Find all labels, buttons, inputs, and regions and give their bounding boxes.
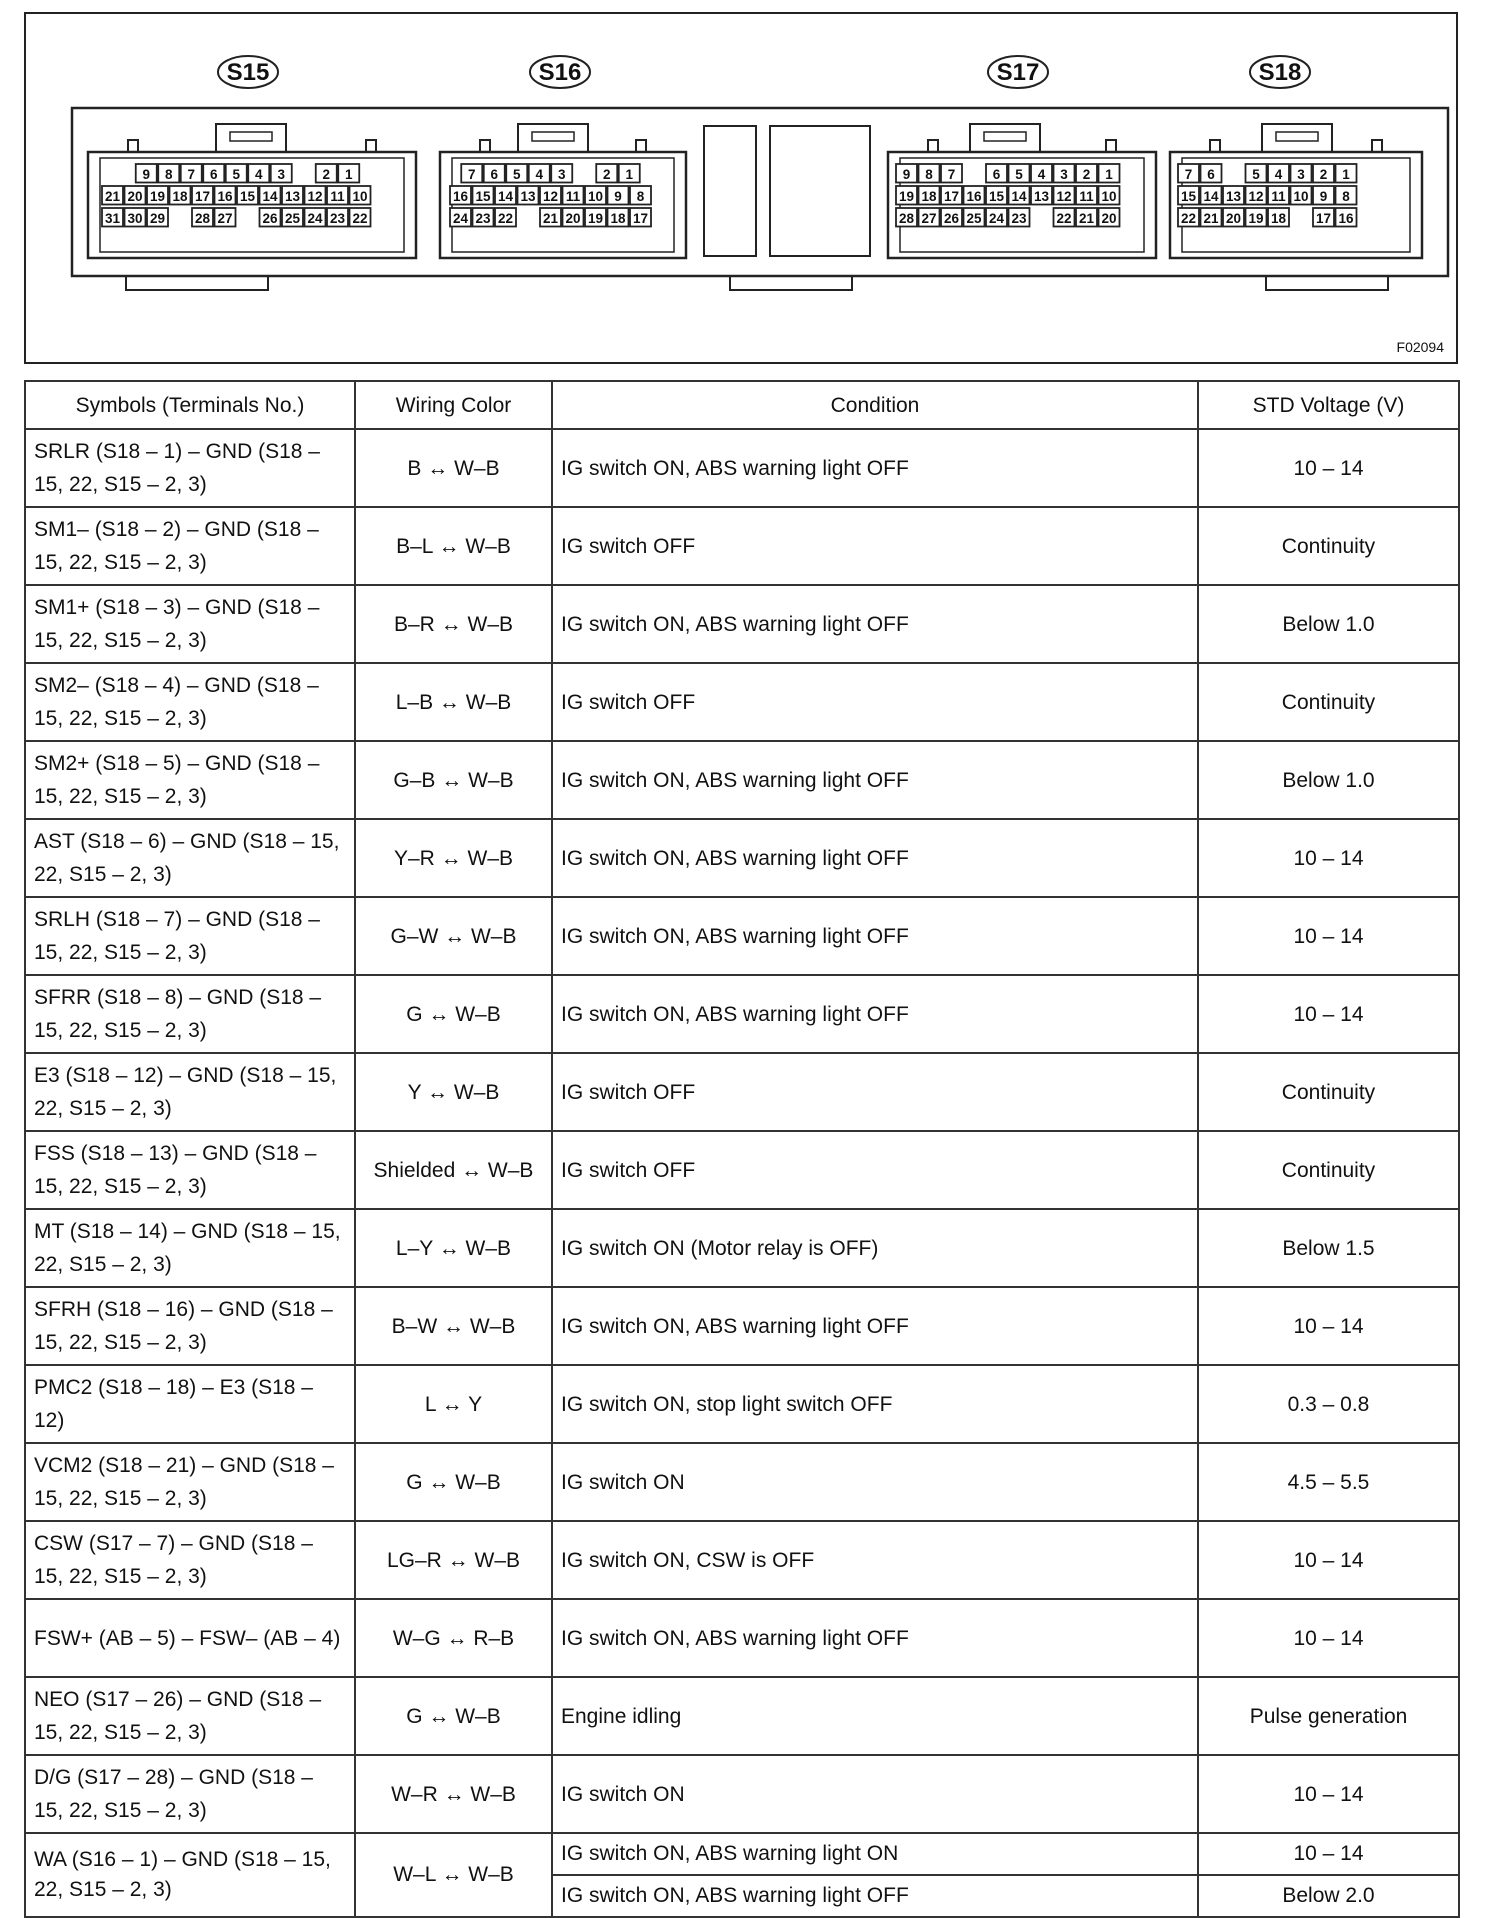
cell-symbol: E3 (S18 – 12) – GND (S18 – 15, 22, S15 – 2, 3) — [25, 1053, 355, 1131]
terminal-number: 12 — [1056, 189, 1072, 204]
table-row — [25, 1599, 1459, 1677]
terminal-number: 7 — [947, 167, 956, 182]
terminal-number: 29 — [149, 211, 166, 226]
terminal-number: 1 — [344, 167, 353, 182]
cell-std-voltage: 10 – 14 — [1198, 975, 1459, 1053]
cell-condition: IG switch ON (Motor relay is OFF) — [552, 1209, 1198, 1287]
cell-symbol: NEO (S17 – 26) – GND (S18 – 15, 22, S15 – 2, 3) — [25, 1677, 355, 1755]
terminal-number: 23 — [475, 211, 491, 226]
cell-wiring-color: G ↔ W–B — [355, 1443, 552, 1521]
terminal-number: 7 — [467, 167, 476, 182]
cell-std-voltage: 10 – 14 — [1198, 897, 1459, 975]
terminal-number: 9 — [1319, 189, 1328, 204]
cell-symbol: WA (S16 – 1) – GND (S18 – 15, 22, S15 – 2, 3) — [25, 1833, 355, 1917]
terminal-number: 19 — [149, 189, 166, 204]
table-row — [25, 663, 1459, 741]
cell-std-voltage: 10 – 14 — [1198, 819, 1459, 897]
cell-condition: IG switch ON, ABS warning light OFF — [552, 1287, 1198, 1365]
terminal-number: 16 — [1338, 211, 1354, 226]
table-row — [25, 1053, 1459, 1131]
terminal-number: 21 — [104, 189, 121, 204]
cell-std-voltage: Continuity — [1198, 663, 1459, 741]
terminal-number: 28 — [898, 211, 915, 226]
cell-std-voltage: 4.5 – 5.5 — [1198, 1443, 1459, 1521]
terminal-number: 19 — [587, 211, 604, 226]
terminal-number: 22 — [497, 211, 514, 226]
terminal-number: 12 — [542, 189, 559, 204]
terminal-number: 11 — [1079, 189, 1094, 204]
terminal-number: 20 — [1225, 211, 1242, 226]
cell-symbol: D/G (S17 – 28) – GND (S18 – 15, 22, S15 – 2, 3) — [25, 1755, 355, 1833]
terminal-number: 13 — [284, 189, 301, 204]
terminal-number: 20 — [127, 189, 143, 204]
table-row — [25, 507, 1459, 585]
cell-wiring-color: B–W ↔ W–B — [355, 1287, 552, 1365]
connector-key — [128, 140, 138, 152]
terminal-number: 4 — [535, 167, 544, 182]
table-row — [25, 1365, 1459, 1443]
cell-wiring-color: W–G ↔ R–B — [355, 1599, 552, 1677]
cell-std-voltage: 0.3 – 0.8 — [1198, 1365, 1459, 1443]
cell-symbol: FSS (S18 – 13) – GND (S18 – 15, 22, S15 – 2, 3) — [25, 1131, 355, 1209]
cell-std-voltage: 10 – 14 — [1198, 1833, 1459, 1875]
cell-symbol: SRLH (S18 – 7) – GND (S18 – 15, 22, S15 – 2, 3) — [25, 897, 355, 975]
cell-std-voltage: 10 – 14 — [1198, 1521, 1459, 1599]
connector-latch-slot — [532, 132, 574, 141]
table-row — [25, 1131, 1459, 1209]
terminal-number: 31 — [104, 211, 121, 226]
terminal-number: 24 — [452, 211, 469, 226]
terminal-number: 15 — [475, 189, 491, 204]
header-condition: Condition — [552, 381, 1198, 429]
terminal-number: 25 — [966, 211, 982, 226]
cell-wiring-color: B–R ↔ W–B — [355, 585, 552, 663]
terminal-number: 30 — [127, 211, 143, 226]
terminal-number: 1 — [1105, 167, 1113, 182]
connector-key — [1210, 140, 1220, 152]
terminal-number: 23 — [1011, 211, 1027, 226]
cell-wiring-color: LG–R ↔ W–B — [355, 1521, 552, 1599]
housing-tab — [126, 276, 268, 290]
terminal-number: 3 — [277, 167, 286, 182]
connector-latch — [216, 124, 286, 152]
terminal-number: 1 — [1342, 167, 1350, 182]
connector-label: S18 — [1258, 59, 1302, 86]
connector-latch — [518, 124, 588, 152]
terminal-number: 17 — [632, 211, 649, 226]
cell-std-voltage: Below 1.0 — [1198, 741, 1459, 819]
table-row — [25, 1209, 1459, 1287]
terminal-number: 7 — [187, 167, 196, 182]
terminal-number: 21 — [1203, 211, 1219, 226]
cell-std-voltage: Continuity — [1198, 1131, 1459, 1209]
table-row — [25, 585, 1459, 663]
cell-symbol: CSW (S17 – 7) – GND (S18 – 15, 22, S15 – 2, 3) — [25, 1521, 355, 1599]
table-row — [25, 1833, 1459, 1875]
table-row — [25, 741, 1459, 819]
cell-wiring-color: G–B ↔ W–B — [355, 741, 552, 819]
cell-std-voltage: Below 2.0 — [1198, 1875, 1459, 1917]
terminal-number: 18 — [610, 211, 626, 226]
table-row — [25, 1755, 1459, 1833]
terminal-number: 18 — [1270, 211, 1287, 226]
connector-diagram-drawing — [26, 14, 1456, 362]
terminal-number: 5 — [1015, 167, 1023, 182]
table-header-row — [25, 381, 1459, 429]
terminal-number: 1 — [625, 167, 634, 182]
terminal-number: 22 — [352, 211, 368, 226]
cell-condition: IG switch ON, ABS warning light OFF — [552, 585, 1198, 663]
cell-wiring-color: G ↔ W–B — [355, 975, 552, 1053]
cell-wiring-color: Y–R ↔ W–B — [355, 819, 552, 897]
cell-wiring-color: Shielded ↔ W–B — [355, 1131, 552, 1209]
terminal-number: 5 — [1252, 167, 1260, 182]
terminal-number: 15 — [239, 189, 256, 204]
terminal-number: 8 — [1342, 189, 1350, 204]
terminal-number: 21 — [1078, 211, 1095, 226]
connector-diagram — [24, 12, 1458, 364]
cell-condition: IG switch OFF — [552, 1131, 1198, 1209]
terminal-number: 5 — [512, 167, 521, 182]
table-row — [25, 429, 1459, 507]
housing-tab — [730, 276, 852, 290]
connector-key — [366, 140, 376, 152]
connector-key — [480, 140, 490, 152]
terminal-number: 11 — [565, 189, 581, 204]
terminal-number: 6 — [209, 167, 218, 182]
table-row — [25, 819, 1459, 897]
table-row — [25, 897, 1459, 975]
terminal-number: 9 — [902, 167, 911, 182]
terminal-number: 6 — [490, 167, 499, 182]
terminal-number: 14 — [1203, 189, 1219, 204]
cell-condition: IG switch OFF — [552, 663, 1198, 741]
terminal-number: 3 — [557, 167, 566, 182]
connector-latch — [970, 124, 1040, 152]
cell-wiring-color: Y ↔ W–B — [355, 1053, 552, 1131]
terminal-number: 26 — [943, 211, 960, 226]
cell-condition: IG switch ON, ABS warning light OFF — [552, 975, 1198, 1053]
terminal-number: 14 — [497, 189, 514, 204]
cell-symbol: SM2+ (S18 – 5) – GND (S18 – 15, 22, S15 – 2, 3) — [25, 741, 355, 819]
terminal-number: 18 — [172, 189, 188, 204]
terminal-number: 4 — [254, 167, 263, 182]
table-row — [25, 1677, 1459, 1755]
cell-symbol: SFRR (S18 – 8) – GND (S18 – 15, 22, S15 – 2, 3) — [25, 975, 355, 1053]
terminal-number: 3 — [1060, 167, 1068, 182]
cell-condition: IG switch ON, ABS warning light OFF — [552, 819, 1198, 897]
connector-key — [928, 140, 938, 152]
terminal-number: 24 — [307, 211, 323, 226]
housing-tab — [1266, 276, 1388, 290]
terminal-number: 24 — [988, 211, 1005, 226]
blank-socket — [704, 126, 756, 256]
terminal-number: 10 — [587, 189, 604, 204]
terminal-number: 20 — [565, 211, 581, 226]
terminal-number: 22 — [1056, 211, 1072, 226]
terminal-number: 14 — [1011, 189, 1027, 204]
terminal-number: 13 — [1225, 189, 1242, 204]
connector-latch-slot — [1276, 132, 1318, 141]
cell-wiring-color: W–R ↔ W–B — [355, 1755, 552, 1833]
terminal-number: 27 — [217, 211, 233, 226]
terminal-number: 13 — [520, 189, 536, 204]
cell-symbol: SM1+ (S18 – 3) – GND (S18 – 15, 22, S15 – 2, 3) — [25, 585, 355, 663]
terminal-number: 12 — [307, 189, 323, 204]
terminal-number: 10 — [1293, 189, 1309, 204]
cell-wiring-color: L ↔ Y — [355, 1365, 552, 1443]
connector-key — [1106, 140, 1116, 152]
cell-condition: IG switch ON, ABS warning light OFF — [552, 1875, 1198, 1917]
cell-condition: IG switch ON, CSW is OFF — [552, 1521, 1198, 1599]
cell-condition: IG switch ON — [552, 1443, 1198, 1521]
terminal-number: 2 — [1319, 167, 1328, 182]
terminal-number: 16 — [217, 189, 233, 204]
cell-std-voltage: 10 – 14 — [1198, 1287, 1459, 1365]
cell-symbol: SM2– (S18 – 4) – GND (S18 – 15, 22, S15 – 2, 3) — [25, 663, 355, 741]
terminal-number: 26 — [262, 211, 278, 226]
terminal-number: 9 — [614, 189, 622, 204]
terminal-number: 6 — [992, 167, 1001, 182]
terminal-number: 2 — [322, 167, 331, 182]
figure-code: F02094 — [1396, 339, 1444, 355]
terminal-number: 5 — [232, 167, 241, 182]
terminal-number: 16 — [966, 189, 982, 204]
terminal-number: 19 — [898, 189, 915, 204]
table-row — [25, 975, 1459, 1053]
terminal-number: 13 — [1033, 189, 1050, 204]
cell-wiring-color: B ↔ W–B — [355, 429, 552, 507]
cell-condition: IG switch ON, stop light switch OFF — [552, 1365, 1198, 1443]
cell-condition: IG switch ON, ABS warning light OFF — [552, 741, 1198, 819]
terminal-number: 11 — [1271, 189, 1286, 204]
header-wiring-color: Wiring Color — [355, 381, 552, 429]
cell-std-voltage: 10 – 14 — [1198, 429, 1459, 507]
cell-symbol: MT (S18 – 14) – GND (S18 – 15, 22, S15 – 2, 3) — [25, 1209, 355, 1287]
terminal-number: 9 — [142, 167, 151, 182]
cell-std-voltage: Pulse generation — [1198, 1677, 1459, 1755]
cell-condition: IG switch ON, ABS warning light ON — [552, 1833, 1198, 1875]
cell-condition: IG switch OFF — [552, 1053, 1198, 1131]
table-row — [25, 1443, 1459, 1521]
cell-condition: Engine idling — [552, 1677, 1198, 1755]
terminal-number: 14 — [262, 189, 278, 204]
cell-std-voltage: 10 – 14 — [1198, 1755, 1459, 1833]
terminal-number: 22 — [1180, 211, 1197, 226]
cell-wiring-color: B–L ↔ W–B — [355, 507, 552, 585]
terminal-number: 2 — [602, 167, 611, 182]
terminal-number: 8 — [925, 167, 933, 182]
cell-condition: IG switch ON, ABS warning light OFF — [552, 897, 1198, 975]
cell-wiring-color: G–W ↔ W–B — [355, 897, 552, 975]
terminal-number: 15 — [1180, 189, 1197, 204]
terminal-number: 17 — [194, 189, 211, 204]
terminal-number: 2 — [1082, 167, 1091, 182]
cell-std-voltage: Continuity — [1198, 507, 1459, 585]
header-std-voltage: STD Voltage (V) — [1198, 381, 1459, 429]
terminal-number: 10 — [352, 189, 368, 204]
table-row — [25, 1521, 1459, 1599]
cell-condition: IG switch ON — [552, 1755, 1198, 1833]
terminal-number: 28 — [194, 211, 211, 226]
cell-wiring-color: W–L ↔ W–B — [355, 1833, 552, 1917]
terminal-number: 27 — [921, 211, 937, 226]
connector-label: S15 — [226, 59, 270, 86]
table-row — [25, 1287, 1459, 1365]
blank-socket — [770, 126, 870, 256]
cell-std-voltage: Continuity — [1198, 1053, 1459, 1131]
terminal-number: 7 — [1184, 167, 1193, 182]
connector-latch-slot — [984, 132, 1026, 141]
connector-label: S17 — [996, 59, 1040, 86]
connector-latch-slot — [230, 132, 272, 141]
terminal-number: 18 — [921, 189, 937, 204]
terminal-number: 10 — [1101, 189, 1117, 204]
terminal-number: 4 — [1037, 167, 1046, 182]
cell-wiring-color: L–B ↔ W–B — [355, 663, 552, 741]
cell-std-voltage: Below 1.5 — [1198, 1209, 1459, 1287]
terminal-number: 16 — [452, 189, 469, 204]
terminal-number: 12 — [1248, 189, 1264, 204]
connector-key — [1372, 140, 1382, 152]
terminal-number: 23 — [329, 211, 346, 226]
cell-symbol: SFRH (S18 – 16) – GND (S18 – 15, 22, S15 – 2, 3) — [25, 1287, 355, 1365]
cell-condition: IG switch ON, ABS warning light OFF — [552, 1599, 1198, 1677]
terminal-number: 3 — [1297, 167, 1305, 182]
cell-wiring-color: L–Y ↔ W–B — [355, 1209, 552, 1287]
terminal-spec-table — [24, 380, 1460, 1918]
cell-symbol: SM1– (S18 – 2) – GND (S18 – 15, 22, S15 – 2, 3) — [25, 507, 355, 585]
terminal-number: 8 — [164, 167, 173, 182]
connector-latch — [1262, 124, 1332, 152]
connector-key — [636, 140, 646, 152]
terminal-number: 19 — [1248, 211, 1264, 226]
terminal-number: 17 — [1315, 211, 1332, 226]
cell-symbol: AST (S18 – 6) – GND (S18 – 15, 22, S15 – 2, 3) — [25, 819, 355, 897]
terminal-number: 25 — [284, 211, 301, 226]
cell-symbol: SRLR (S18 – 1) – GND (S18 – 15, 22, S15 – 2, 3) — [25, 429, 355, 507]
cell-std-voltage: 10 – 14 — [1198, 1599, 1459, 1677]
table-body — [25, 429, 1459, 1917]
header-symbols: Symbols (Terminals No.) — [25, 381, 355, 429]
terminal-number: 17 — [943, 189, 960, 204]
terminal-number: 20 — [1101, 211, 1117, 226]
terminal-number: 21 — [542, 211, 559, 226]
cell-condition: IG switch ON, ABS warning light OFF — [552, 429, 1198, 507]
cell-symbol: VCM2 (S18 – 21) – GND (S18 – 15, 22, S15 – 2, 3) — [25, 1443, 355, 1521]
terminal-number: 6 — [1207, 167, 1215, 182]
terminal-number: 8 — [636, 189, 645, 204]
cell-symbol: FSW+ (AB – 5) – FSW– (AB – 4) — [25, 1599, 355, 1677]
cell-symbol: PMC2 (S18 – 18) – E3 (S18 – 12) — [25, 1365, 355, 1443]
terminal-number: 11 — [330, 189, 345, 204]
cell-std-voltage: Below 1.0 — [1198, 585, 1459, 663]
terminal-number: 15 — [988, 189, 1005, 204]
connector-label: S16 — [538, 59, 582, 86]
cell-condition: IG switch OFF — [552, 507, 1198, 585]
cell-wiring-color: G ↔ W–B — [355, 1677, 552, 1755]
terminal-number: 4 — [1274, 167, 1283, 182]
